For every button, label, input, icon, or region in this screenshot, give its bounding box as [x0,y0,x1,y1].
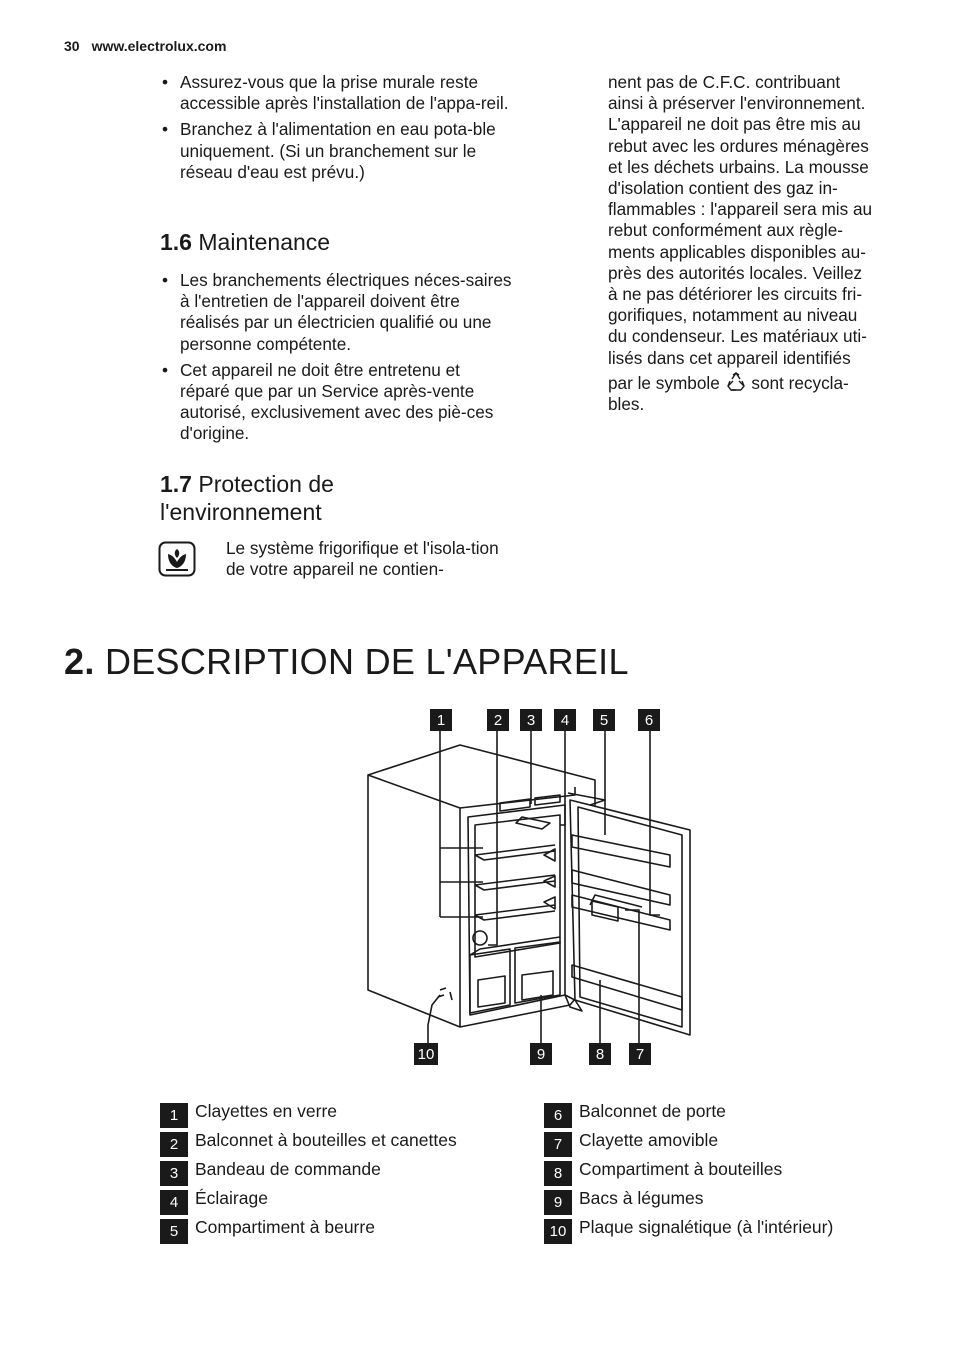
section-title: Maintenance [198,229,331,255]
list-item: • Les branchements électriques néces-saires à l'entretien de l'appareil doivent être réalisés par un électricien qualifié ou une personne compétente. [160,270,512,355]
legend-number: 8 [544,1161,572,1186]
symbol-before-text: par le symbole [608,372,720,393]
section-heading-1-7 [160,470,460,526]
diagram-bottom-labels [414,1043,651,1065]
list-item: • Assurez-vous que la prise murale reste accessible après l'installation de l'appa-reil. [160,72,512,114]
text-line: bles. [608,394,645,415]
text-line: gorifiques, notamment au niveau [608,305,858,326]
section-heading-1-6 [160,228,330,256]
page-number: 30 [64,38,80,54]
text-line: L'appareil ne doit pas être mis au [608,114,861,135]
legend-number: 9 [544,1190,572,1215]
text-line: flammables : l'appareil sera mis au [608,199,873,220]
list-item: • Branchez à l'alimentation en eau pota-ble uniquement. (Si un branchement sur le réseau d'eau est prévu.) [160,119,512,183]
legend-number: 5 [160,1219,188,1244]
page-header [64,38,226,54]
left-column-top [160,72,512,188]
legend-number: 6 [544,1103,572,1128]
diagram-label: 1 [436,712,446,729]
list-item: • Cet appareil ne doit être entretenu et réparé que par un Service après-vente autorisé, exclusivement avec des piè-ces d'origine. [160,360,512,445]
diagram-top-labels [430,709,660,731]
recycle-icon [725,372,747,392]
diagram-label: 8 [595,1046,605,1063]
environment-text: Le système frigorifique et l'isola-tion de votre appareil ne contien- [226,538,499,580]
text-line: à ne pas détériorer les circuits fri- [608,284,863,305]
diagram-label: 6 [644,712,654,729]
legend-text: Clayettes en verre [195,1101,338,1121]
diagram-label: 7 [635,1046,645,1063]
legend-text: Compartiment à beurre [195,1217,375,1237]
text-line: près des autorités locales. Veillez [608,262,863,283]
legend-number: 7 [544,1132,572,1157]
chapter-number: 2. [64,641,95,682]
text-line: ainsi à préserver l'environnement. [608,93,866,114]
legend-number: 3 [160,1161,188,1186]
legend-text: Bacs à légumes [579,1188,704,1208]
symbol-after-text: sont recycla- [751,372,849,393]
text-line: rebut conformément aux règle- [608,220,844,241]
bullet-list-maintenance [160,270,512,445]
legend-text: Compartiment à bouteilles [579,1159,783,1179]
legend-text: Clayette amovible [579,1130,719,1150]
legend-number: 2 [160,1132,188,1157]
diagram-label: 9 [536,1046,546,1063]
legend-number: 10 [544,1219,572,1244]
text-line: et les déchets urbains. La mousse [608,156,869,177]
diagram-label: 5 [599,712,609,729]
diagram-label: 4 [560,712,570,729]
appliance-diagram [360,705,700,1075]
bullet-list-top [160,72,512,183]
chapter-heading [64,640,629,684]
environment-icon [158,541,196,577]
legend-number: 1 [160,1103,188,1128]
diagram-label: 2 [493,712,503,729]
text-line: ments applicables disponibles au- [608,241,866,262]
section-number: 1.6 [160,229,192,255]
legend-text: Balconnet de porte [579,1101,726,1121]
legend-number: 4 [160,1190,188,1215]
text-line: lisés dans cet appareil identifiés [608,347,851,368]
site-url: www.electrolux.com [91,38,227,54]
text-line [608,372,900,394]
text-line: du condenseur. Les matériaux uti- [608,326,867,347]
text-line: nent pas de C.F.C. contribuant [608,72,841,92]
right-column [608,72,900,415]
legend-text: Éclairage [195,1188,268,1208]
diagram-label: 10 [417,1046,435,1063]
chapter-title: DESCRIPTION DE L'APPAREIL [104,641,629,682]
text-line: d'isolation contient des gaz in- [608,178,838,199]
legend-text: Bandeau de commande [195,1159,381,1179]
text-line: rebut avec les ordures ménagères [608,135,869,156]
legend-text: Balconnet à bouteilles et canettes [195,1130,457,1150]
maintenance-list-wrap [160,270,512,450]
legend-text: Plaque signalétique (à l'intérieur) [579,1217,834,1237]
diagram-label: 3 [526,712,536,729]
section-number: 1.7 [160,471,192,497]
section-title: Protection de l'environnement [160,471,334,525]
